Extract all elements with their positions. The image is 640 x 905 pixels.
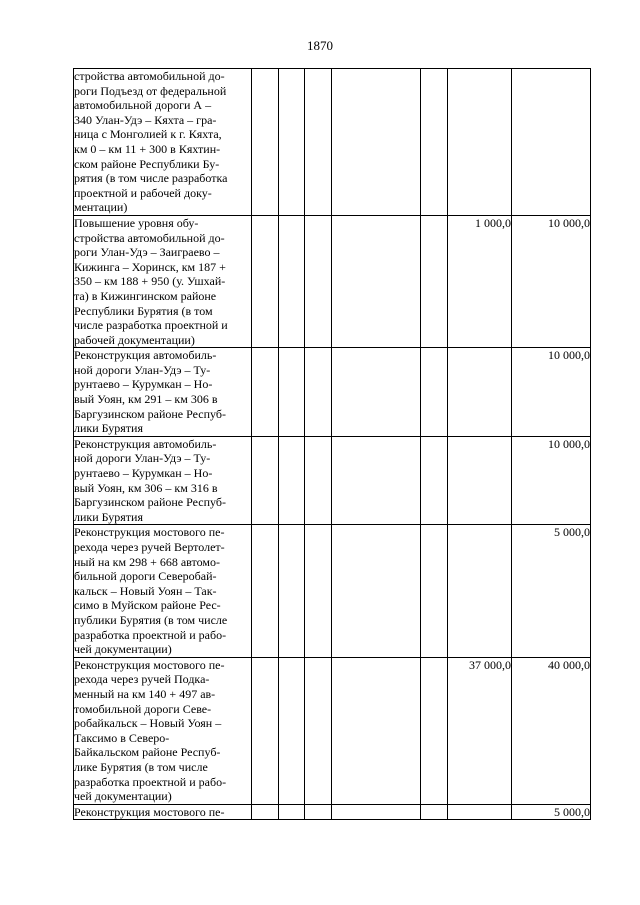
- empty-cell: [278, 525, 305, 657]
- table-row: [74, 657, 591, 804]
- empty-cell: [305, 525, 332, 657]
- row-description: Реконструкция автомобиль- ной дороги Улан-Удэ – Ту- рунтаево – Курумкан – Но- вый Уоян, км 306 – км 316 в Баргузинском районе Респуб- лики Бурятия: [74, 436, 252, 525]
- empty-cell: [251, 525, 278, 657]
- empty-cell: [251, 657, 278, 804]
- empty-cell: [305, 436, 332, 525]
- empty-cell: [305, 215, 332, 347]
- table-row: [74, 215, 591, 347]
- empty-cell: [251, 215, 278, 347]
- amount-cell: 1 000,0: [447, 215, 511, 347]
- empty-cell: [420, 215, 447, 347]
- table-row: [74, 525, 591, 657]
- amount-cell: [447, 525, 511, 657]
- empty-cell: [251, 69, 278, 216]
- empty-cell: [332, 657, 420, 804]
- amount-cell: [447, 436, 511, 525]
- row-description: стройства автомобильной до- роги Подъезд от федеральной автомобильной дороги А – 340 Улан-Удэ – Кяхта – гра- ница с Монголией к г. Кяхта, км 0 – км 11 + 300 в Кяхтин- ском районе Республики Бу- рятия (в том числе разработка проектной и рабочей доку- ментации): [74, 69, 252, 216]
- amount-cell: 10 000,0: [512, 215, 591, 347]
- empty-cell: [278, 657, 305, 804]
- amount-cell: 10 000,0: [512, 436, 591, 525]
- empty-cell: [420, 525, 447, 657]
- empty-cell: [332, 69, 420, 216]
- amount-cell: [447, 804, 511, 820]
- table-row: [74, 436, 591, 525]
- empty-cell: [251, 436, 278, 525]
- amount-cell: [447, 348, 511, 437]
- amount-cell: 40 000,0: [512, 657, 591, 804]
- amount-cell: [447, 69, 511, 216]
- empty-cell: [420, 69, 447, 216]
- empty-cell: [278, 436, 305, 525]
- amount-cell: 10 000,0: [512, 348, 591, 437]
- empty-cell: [278, 69, 305, 216]
- empty-cell: [332, 804, 420, 820]
- table-row: [74, 804, 591, 820]
- empty-cell: [305, 348, 332, 437]
- empty-cell: [278, 215, 305, 347]
- page-number: 1870: [307, 38, 333, 53]
- amount-cell: 5 000,0: [512, 804, 591, 820]
- empty-cell: [332, 215, 420, 347]
- budget-table: [73, 68, 591, 820]
- empty-cell: [420, 348, 447, 437]
- amount-cell: 5 000,0: [512, 525, 591, 657]
- empty-cell: [305, 69, 332, 216]
- empty-cell: [420, 436, 447, 525]
- empty-cell: [305, 804, 332, 820]
- row-description: Повышение уровня обу- стройства автомобильной до- роги Улан-Удэ – Заиграево – Кижинга – Хоринск, км 187 + 350 – км 188 + 950 (у. Ушхай- та) в Кижингинском районе Республики Бурятия (в том числе разработка проектной и рабочей документации): [74, 215, 252, 347]
- table-row: [74, 348, 591, 437]
- empty-cell: [332, 436, 420, 525]
- row-description: Реконструкция мостового пе- рехода через ручей Вертолет- ный на км 298 + 668 автомо- бильной дороги Северобай- кальск – Новый Уоян – Так- симо в Муйском районе Рес- публики Бурятия (в том числе разработка проектной и рабо- чей документации): [74, 525, 252, 657]
- row-description: Реконструкция автомобиль- ной дороги Улан-Удэ – Ту- рунтаево – Курумкан – Но- вый Уоян, км 291 – км 306 в Баргузинском районе Респуб- лики Бурятия: [74, 348, 252, 437]
- amount-cell: [512, 69, 591, 216]
- empty-cell: [420, 804, 447, 820]
- empty-cell: [278, 348, 305, 437]
- empty-cell: [332, 348, 420, 437]
- row-description: Реконструкция мостового пе-: [74, 804, 252, 820]
- row-description: Реконструкция мостового пе- рехода через ручей Подка- менный на км 140 + 497 ав- томобильной дороги Севе- робайкальск – Новый Уоян – Таксимо в Северо- Байкальском районе Респуб- лике Бурятия (в том числе разработка проектной и рабо- чей документации): [74, 657, 252, 804]
- empty-cell: [305, 657, 332, 804]
- empty-cell: [278, 804, 305, 820]
- empty-cell: [251, 348, 278, 437]
- empty-cell: [332, 525, 420, 657]
- amount-cell: 37 000,0: [447, 657, 511, 804]
- table-row: [74, 69, 591, 216]
- empty-cell: [420, 657, 447, 804]
- empty-cell: [251, 804, 278, 820]
